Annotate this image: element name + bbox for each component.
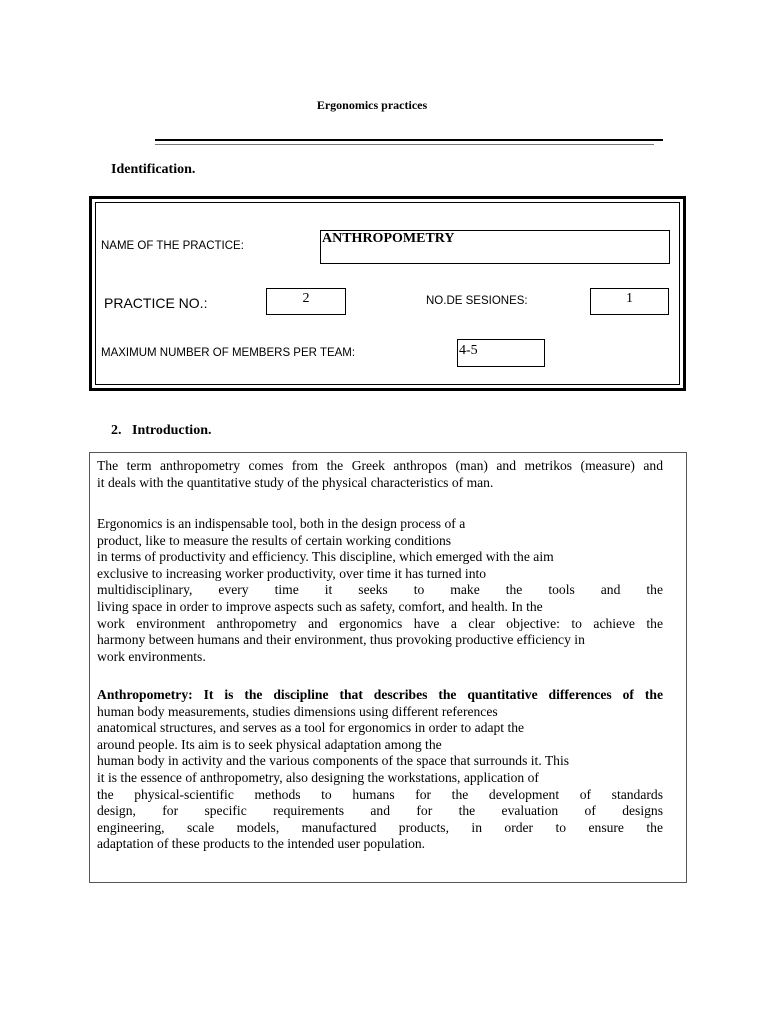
max-members-label: MAXIMUM NUMBER OF MEMBERS PER TEAM: — [101, 347, 356, 359]
text-line: harmony between humans and their environment, thus provoking productive efficiency in — [97, 632, 585, 648]
document-title: Ergonomics practices — [316, 98, 428, 112]
text-line: it deals with the quantitative study of the physical characteristics of man. — [97, 474, 494, 490]
max-members-field[interactable]: 4-5 — [457, 339, 545, 367]
text-line: product, like to measure the results of certain working conditions — [97, 532, 452, 548]
header-rule-thick — [155, 139, 663, 141]
text-line: it is the essence of anthropometry, also designing the workstations, application of — [97, 769, 539, 785]
sessions-field[interactable]: 1 — [590, 288, 669, 315]
text-line: human body measurements, studies dimensions using different references — [97, 703, 498, 719]
text-line: around people. Its aim is to seek physical adaptation among the — [97, 736, 442, 752]
intro-paragraph-3 — [97, 687, 663, 853]
introduction-number: 2. — [111, 423, 122, 438]
text-line: work environment anthropometry and ergonomics have a clear objective: to achieve the — [97, 615, 663, 631]
anthropometry-definition-lead: Anthropometry: It is the discipline that describes the quantitative differences of the — [97, 687, 663, 702]
introduction-box — [89, 452, 687, 883]
text-line: adaptation of these products to the intended user population. — [97, 836, 426, 852]
practice-name-field[interactable]: ANTHROPOMETRY — [320, 230, 670, 264]
sessions-label: NO.DE SESIONES: — [426, 295, 528, 307]
text-line: anatomical structures, and serves as a tool for ergonomics in order to adapt the — [97, 720, 525, 736]
text-line: design, for specific requirements and for the evaluation of designs — [97, 803, 663, 819]
header-rule-thin — [155, 144, 654, 145]
intro-paragraph-1 — [97, 458, 663, 491]
text-line: human body in activity and the various components of the space that surrounds it. This — [97, 753, 570, 769]
practice-number-field[interactable]: 2 — [266, 288, 346, 315]
practice-name-label: NAME OF THE PRACTICE: — [101, 240, 244, 252]
practice-number-label: PRACTICE NO.: — [104, 295, 208, 311]
text-line: exclusive to increasing worker productivity, over time it has turned into — [97, 565, 487, 581]
text-line: The term anthropometry comes from the Greek anthropos (man) and metrikos (measure) and — [97, 458, 663, 473]
introduction-heading — [111, 423, 211, 439]
text-line: in terms of productivity and efficiency. This discipline, which emerged with the aim — [97, 549, 554, 565]
intro-paragraph-2 — [97, 516, 663, 665]
identification-box-inner — [95, 202, 680, 385]
text-line: the physical-scientific methods to humans for the development of standards — [97, 786, 663, 802]
text-line: engineering, scale models, manufactured products, in order to ensure the — [97, 819, 663, 835]
introduction-title: Introduction. — [132, 423, 212, 438]
text-line: work environments. — [97, 648, 206, 664]
identification-box — [89, 196, 686, 391]
text-line: multidisciplinary, every time it seeks to make the tools and the — [97, 582, 663, 598]
text-line: living space in order to improve aspects such as safety, comfort, and health. In the — [97, 598, 543, 614]
text-line: Ergonomics is an indispensable tool, both in the design process of a — [97, 516, 466, 531]
identification-heading: Identification. — [111, 162, 196, 177]
